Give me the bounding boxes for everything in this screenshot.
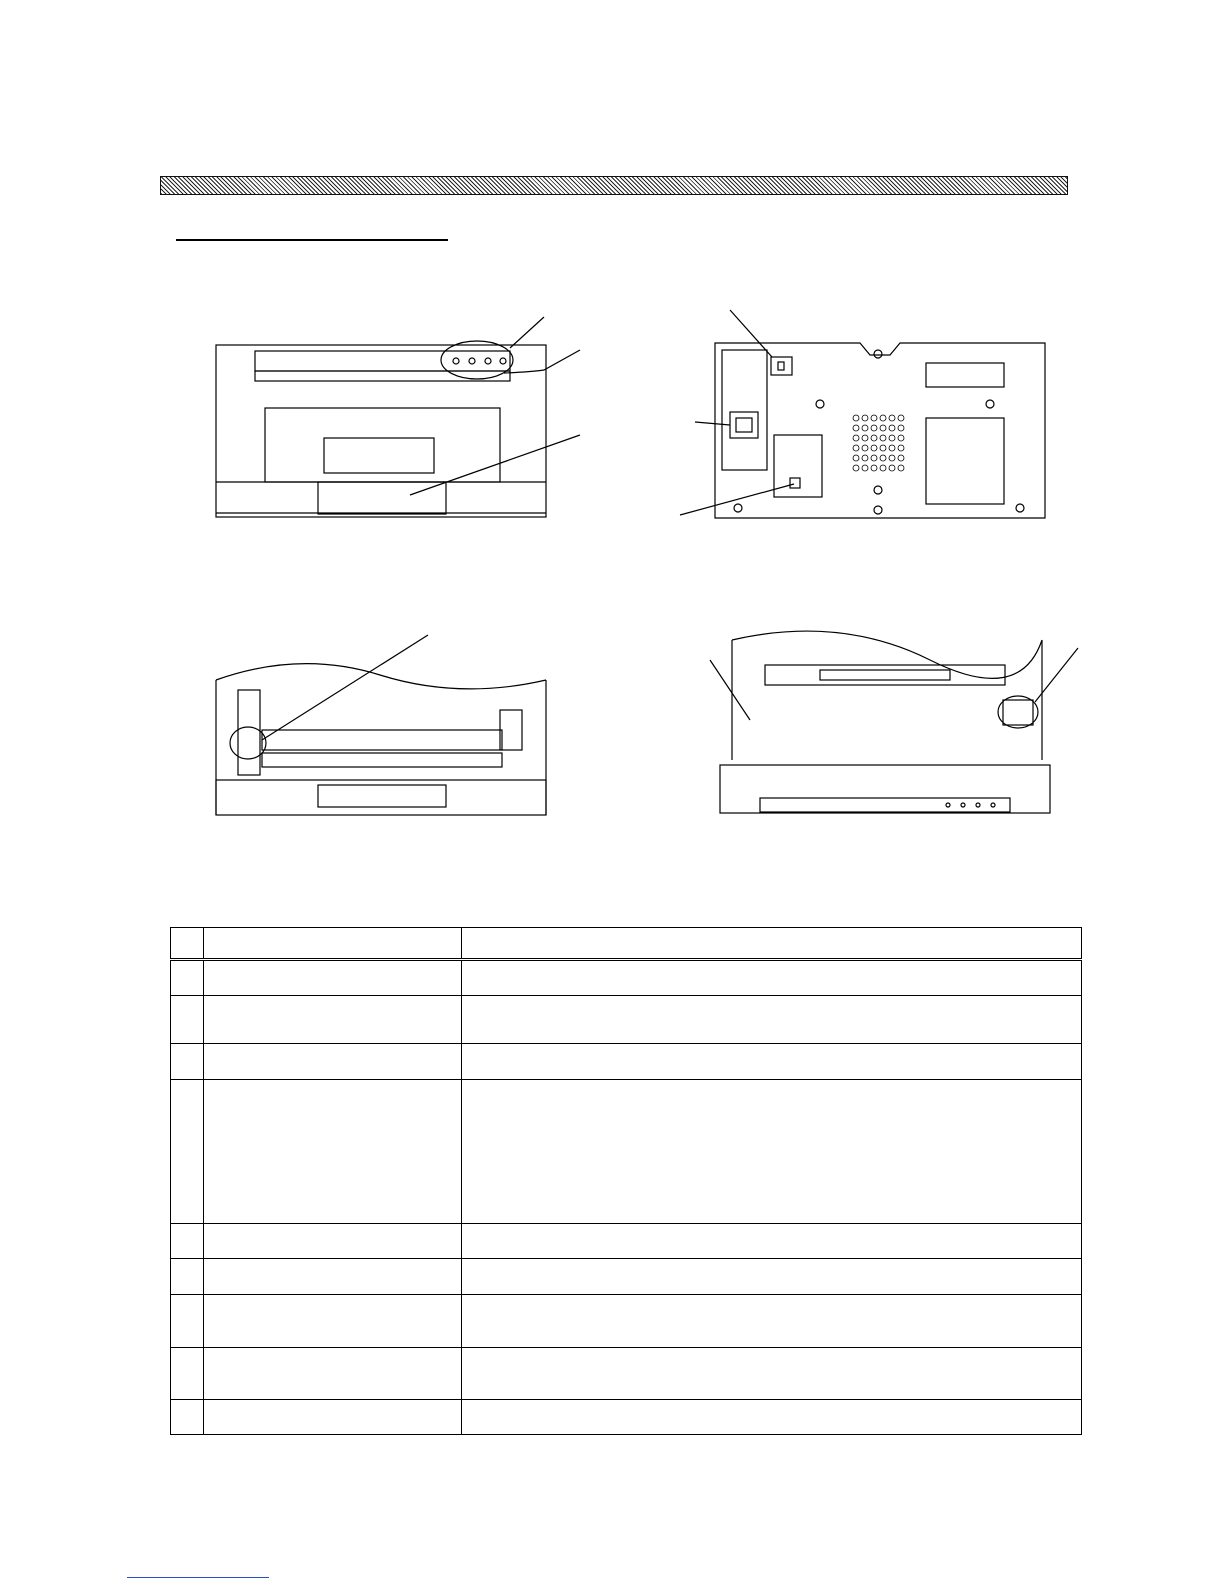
table-row <box>171 1224 1082 1259</box>
row-no <box>171 1044 204 1080</box>
row-name <box>204 1259 462 1295</box>
table-header-name <box>204 928 462 960</box>
row-name <box>204 1295 462 1348</box>
table-header-description <box>462 928 1082 960</box>
row-no <box>171 996 204 1044</box>
row-description <box>462 996 1082 1044</box>
section-header-bar <box>160 176 1068 195</box>
row-description <box>462 1044 1082 1080</box>
row-no <box>171 1080 204 1224</box>
table-row <box>171 1259 1082 1295</box>
row-no <box>171 1295 204 1348</box>
table-row <box>171 1400 1082 1435</box>
printer-interior-right-diagram <box>680 620 1090 820</box>
section-title-underline <box>176 239 448 241</box>
row-name <box>204 1348 462 1400</box>
row-no <box>171 1224 204 1259</box>
row-name <box>204 1044 462 1080</box>
table-header-row <box>171 928 1082 960</box>
row-name <box>204 1080 462 1224</box>
row-description <box>462 1080 1082 1224</box>
row-name <box>204 1224 462 1259</box>
table-row <box>171 960 1082 996</box>
row-no <box>171 1400 204 1435</box>
row-name <box>204 960 462 996</box>
table-row <box>171 1044 1082 1080</box>
row-name <box>204 996 462 1044</box>
footer-link-underline[interactable] <box>127 1577 269 1578</box>
row-description <box>462 1224 1082 1259</box>
row-description <box>462 1295 1082 1348</box>
row-description <box>462 1400 1082 1435</box>
printer-front-view-diagram <box>200 300 600 530</box>
printer-interior-left-diagram <box>200 625 580 825</box>
row-description <box>462 960 1082 996</box>
row-no <box>171 960 204 996</box>
table-header-no <box>171 928 204 960</box>
printer-rear-view-diagram <box>660 300 1080 530</box>
row-no <box>171 1259 204 1295</box>
table-row <box>171 1080 1082 1224</box>
row-name <box>204 1400 462 1435</box>
row-description <box>462 1348 1082 1400</box>
table-row <box>171 1295 1082 1348</box>
row-description <box>462 1259 1082 1295</box>
table-row <box>171 996 1082 1044</box>
table-row <box>171 1348 1082 1400</box>
parts-table <box>170 927 1082 1435</box>
row-no <box>171 1348 204 1400</box>
